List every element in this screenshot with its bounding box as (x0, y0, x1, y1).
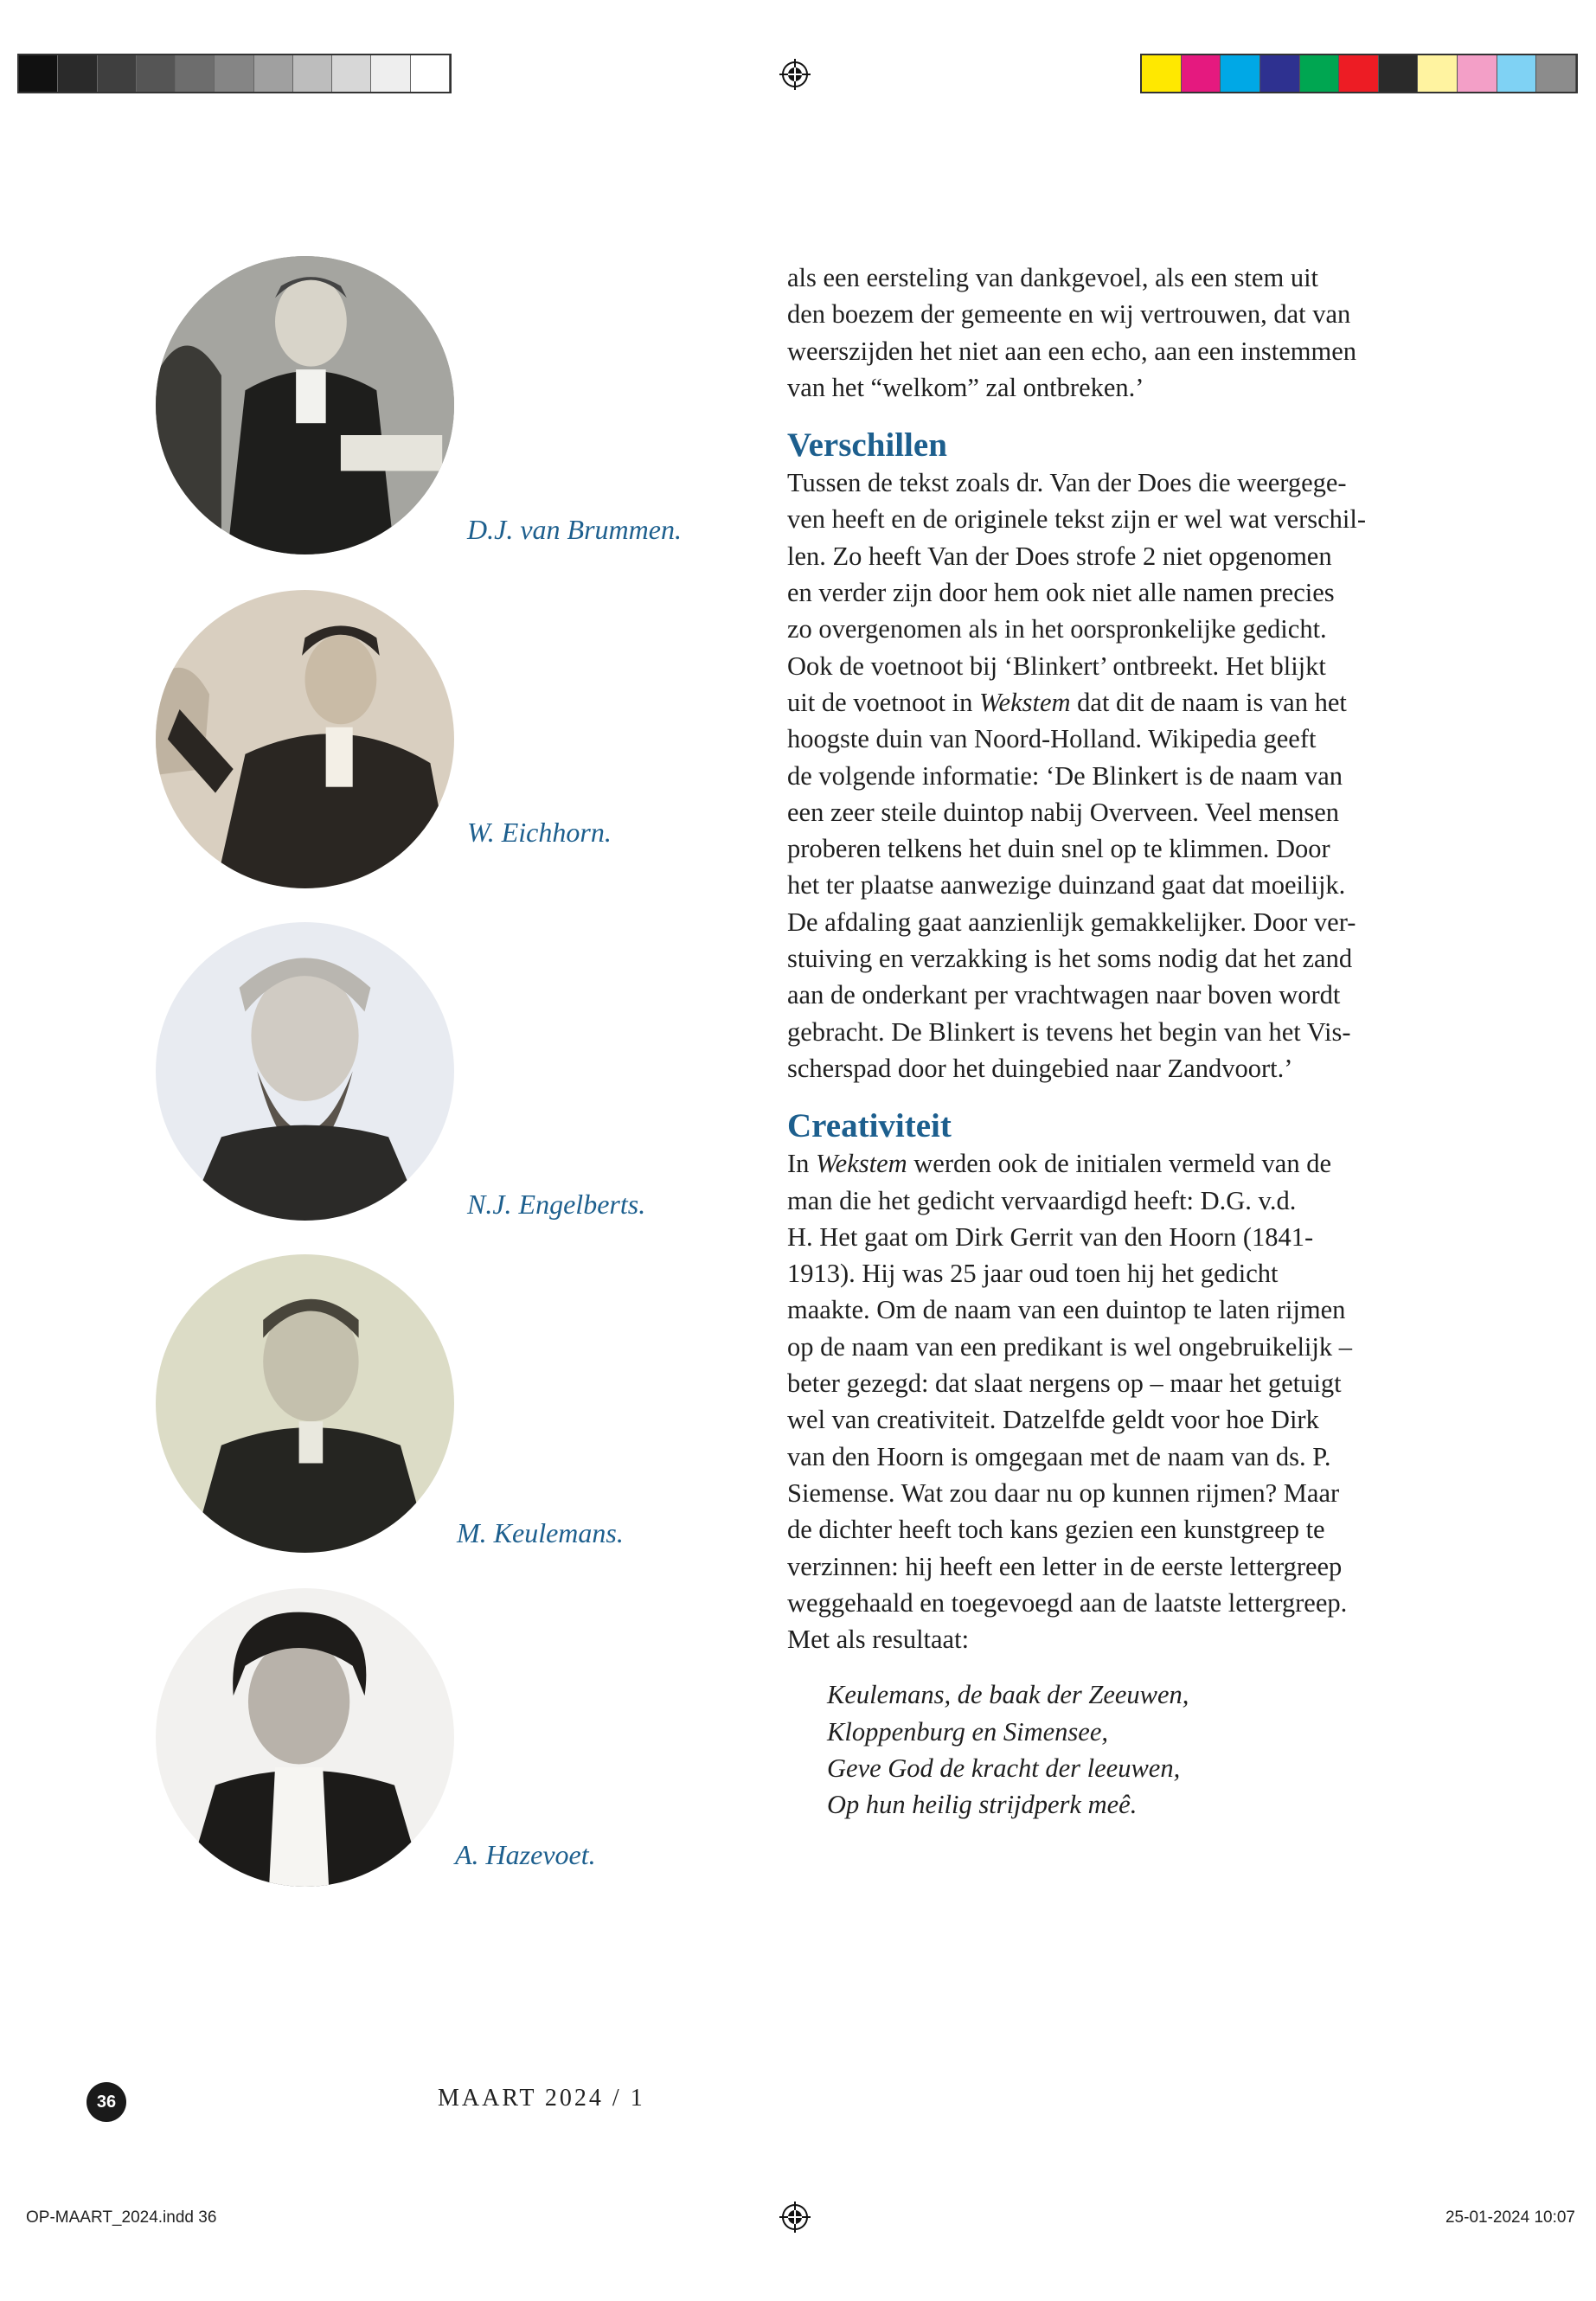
gray-swatch (58, 55, 97, 92)
color-swatch (1142, 55, 1182, 92)
body-line: den boezem der gemeente en wij vertrouwen, dat van (787, 299, 1351, 330)
body-line: verzinnen: hij heeft een letter in de eerste lettergreep (787, 1551, 1343, 1581)
body-line: van den Hoorn is omgegaan met de naam van ds. P. (787, 1441, 1331, 1471)
text-span: uit de voetnoot in (787, 687, 979, 717)
registration-mark-icon (779, 59, 811, 90)
body-line: scherspad door het duingebied naar Zandvoort.’ (787, 1053, 1293, 1083)
gray-swatch (98, 55, 137, 92)
poem (827, 1676, 1453, 1823)
body-line: weggehaald en toegevoegd aan de laatste lettergreep. (787, 1587, 1348, 1618)
emphasis: Wekstem (816, 1149, 907, 1179)
slug-file-info: OP-MAART_2024.indd 36 (26, 2208, 217, 2227)
emphasis: Wekstem (978, 687, 1071, 717)
body-line: gebracht. De Blinkert is tevens het begin van het Vis- (787, 1016, 1351, 1047)
color-swatch (1418, 55, 1458, 92)
color-swatch (1379, 55, 1419, 92)
body-line: als een eersteling van dankgevoel, als een stem uit (787, 263, 1319, 292)
body-line (787, 1145, 1453, 1182)
body-line: Ook de voetnoot bij ‘Blinkert’ ontbreekt. Het blijkt (787, 651, 1326, 681)
text-span: dat dit de naam is van het (1070, 687, 1347, 717)
body-line (787, 684, 1453, 721)
body-line: proberen telkens het duin snel op te klimmen. Door (787, 834, 1330, 864)
body-line: en verder zijn door hem ook niet alle namen precies (787, 578, 1335, 608)
text-span: In (787, 1149, 817, 1179)
body-line: maakte. Om de naam van een duintop te laten rijmen (787, 1295, 1346, 1325)
body-line: Siemense. Wat zou daar nu op kunnen rijmen? Maar (787, 1477, 1340, 1508)
gray-swatch (254, 55, 293, 92)
grayscale-calibration-bar (17, 54, 452, 93)
gray-swatch (411, 55, 450, 92)
body-line: wel van creativiteit. Datzelfde geldt voor hoe Dirk (787, 1405, 1319, 1435)
color-swatch (1182, 55, 1221, 92)
body-line: stuiving en verzakking is het soms nodig dat het zand (787, 944, 1353, 974)
color-swatch (1536, 55, 1576, 92)
body-line: op de naam van een predikant is wel ongebruikelijk – (787, 1331, 1353, 1362)
body-line: een zeer steile duintop nabij Overveen. Veel mensen (787, 797, 1339, 827)
color-swatch (1497, 55, 1537, 92)
gray-swatch (371, 55, 410, 92)
color-swatch (1221, 55, 1260, 92)
portrait-van-brummen (156, 256, 454, 554)
body-line: het ter plaatse aanwezige duinzand gaat dat moeilijk. (787, 870, 1346, 901)
body-line: aan de onderkant per vrachtwagen naar boven wordt (787, 980, 1341, 1010)
body-line: De afdaling gaat aanzienlijk gemakkelijker. Door ver- (787, 907, 1356, 937)
color-swatch (1458, 55, 1497, 92)
body-line: 1913). Hij was 25 jaar oud toen hij het gedicht (787, 1259, 1279, 1289)
article-column (787, 260, 1453, 1823)
portrait-caption: N.J. Engelberts. (467, 1189, 646, 1220)
body-line: beter gezegd: dat slaat nergens op – maar het getuigt (787, 1368, 1342, 1399)
color-swatch (1260, 55, 1300, 92)
color-swatch (1300, 55, 1340, 92)
registration-mark-icon (779, 2202, 811, 2233)
portrait-caption: A. Hazevoet. (455, 1839, 596, 1870)
section-heading: Verschillen (787, 426, 947, 465)
section-heading: Creativiteit (787, 1107, 952, 1145)
body-line: weerszijden het niet aan een echo, aan een instemmen (787, 336, 1356, 366)
body-line: ven heeft en de originele tekst zijn er wel wat verschil- (787, 504, 1367, 535)
body-line: de dichter heeft toch kans gezien een kunstgreep te (787, 1515, 1325, 1545)
portrait-caption: W. Eichhorn. (467, 817, 612, 848)
body-line: zo overgenomen als in het oorspronkelijke gedicht. (787, 614, 1327, 644)
slug-date-time: 25-01-2024 10:07 (1445, 2208, 1575, 2227)
portrait-hazevoet (156, 1588, 454, 1887)
portrait-caption: D.J. van Brummen. (467, 514, 682, 545)
body-line: hoogste duin van Noord-Holland. Wikipedia geeft (787, 724, 1317, 754)
poem-line: Op hun heilig strijdperk meê. (827, 1790, 1138, 1820)
portrait-keulemans (156, 1254, 454, 1553)
portrait-caption: M. Keulemans. (457, 1517, 624, 1548)
magazine-issue: MAART 2024 / 1 (438, 2085, 645, 2112)
poem-line: Geve God de kracht der leeuwen, (827, 1753, 1181, 1783)
body-line: Tussen de tekst zoals dr. Van der Does die weergege- (787, 468, 1347, 498)
body-line: man die het gedicht vervaardigd heeft: D.G. v.d. (787, 1185, 1297, 1215)
gray-swatch (19, 55, 58, 92)
portrait-eichhorn (156, 590, 454, 888)
body-line: van het “welkom” zal ontbreken.’ (787, 372, 1144, 402)
gray-swatch (332, 55, 371, 92)
color-calibration-bar (1140, 54, 1578, 93)
poem-line: Kloppenburg en Simensee, (827, 1716, 1108, 1747)
body-line: len. Zo heeft Van der Does strofe 2 niet opgenomen (787, 541, 1332, 571)
color-swatch (1339, 55, 1379, 92)
text-span: werden ook de initialen vermeld van de (907, 1149, 1332, 1179)
body-line: Met als resultaat: (787, 1625, 970, 1655)
body-line: de volgende informatie: ‘De Blinkert is de naam van (787, 760, 1343, 791)
body-line: H. Het gaat om Dirk Gerrit van den Hoorn (1841- (787, 1221, 1314, 1252)
poem-line: Keulemans, de baak der Zeeuwen, (827, 1680, 1189, 1710)
page-number-badge: 36 (87, 2082, 126, 2122)
gray-swatch (293, 55, 332, 92)
gray-swatch (176, 55, 215, 92)
gray-swatch (215, 55, 253, 92)
gray-swatch (137, 55, 176, 92)
portrait-engelberts (156, 922, 454, 1221)
